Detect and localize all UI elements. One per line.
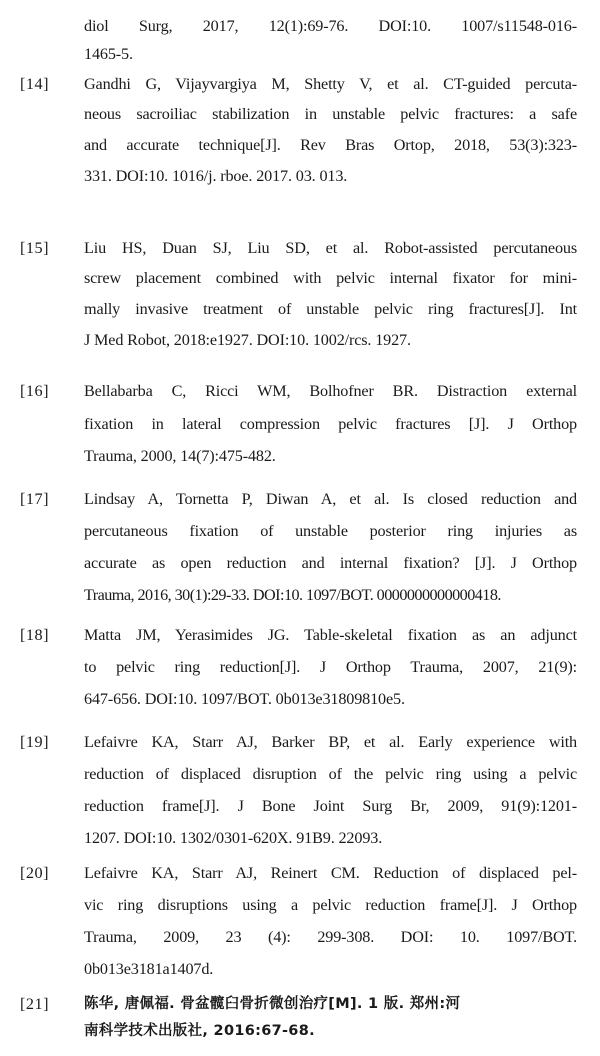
reference-line: Trauma, 2009, 23 (4): 299-308. DOI: 10. 1097/BOT. [84,928,577,946]
reference-line: 0b013e3181a1407d. [84,960,214,978]
reference-line: percutaneous fixation of unstable posterior ring injuries as [84,522,577,540]
reference-line: mally invasive treatment of unstable pelvic ring fractures[J]. Int [84,300,577,318]
reference-number: [20] [20,864,49,882]
reference-line: Bellabarba C, Ricci WM, Bolhofner BR. Distraction external [84,382,577,400]
reference-line: reduction frame[J]. J Bone Joint Surg Br, 2009, 91(9):1201- [84,797,577,815]
reference-line: and accurate technique[J]. Rev Bras Ortop, 2018, 53(3):323- [84,136,577,154]
reference-line: 1465-5. [84,45,133,63]
reference-line: fixation in lateral compression pelvic fractures [J]. J Orthop [84,415,577,433]
reference-line: Lefaivre KA, Starr AJ, Barker BP, et al. Early experience with [84,733,577,751]
reference-line: Matta JM, Yerasimides JG. Table-skeletal fixation as an adjunct [84,626,577,644]
reference-line: screw placement combined with pelvic internal fixator for mini- [84,269,577,287]
reference-line: 331. DOI:10. 1016/j. rboe. 2017. 03. 013. [84,167,348,185]
reference-line: Lindsay A, Tornetta P, Diwan A, et al. Is closed reduction and [84,490,577,508]
reference-line: 陈华, 唐佩福. 骨盆髋臼骨折微创治疗[M]. 1 版. 郑州:河 [84,996,461,1012]
reference-number: [17] [20,490,49,508]
reference-line: 南科学技术出版社, 2016:67-68. [84,1023,315,1039]
reference-line: Liu HS, Duan SJ, Liu SD, et al. Robot-assisted percutaneous [84,239,577,257]
reference-line: Trauma, 2016, 30(1):29-33. DOI:10. 1097/BOT. 0000000000000418. [84,586,501,604]
reference-line: accurate as open reduction and internal fixation? [J]. J Orthop [84,554,577,572]
reference-number: [21] [20,995,49,1013]
reference-line: reduction of displaced disruption of the pelvic ring using a pelvic [84,765,577,783]
reference-line: Trauma, 2000, 14(7):475-482. [84,447,276,465]
reference-line: to pelvic ring reduction[J]. J Orthop Trauma, 2007, 21(9): [84,658,577,676]
reference-line: Lefaivre KA, Starr AJ, Reinert CM. Reduction of displaced pel- [84,864,577,882]
reference-line: J Med Robot, 2018:e1927. DOI:10. 1002/rcs. 1927. [84,331,411,349]
reference-number: [15] [20,239,49,257]
reference-line: vic ring disruptions using a pelvic reduction frame[J]. J Orthop [84,896,577,914]
reference-number: [19] [20,733,49,751]
reference-number: [14] [20,75,49,93]
reference-line: 647-656. DOI:10. 1097/BOT. 0b013e31809810e5. [84,690,405,708]
reference-line: diol Surg, 2017, 12(1):69-76. DOI:10. 1007/s11548-016- [84,17,577,35]
reference-number: [18] [20,626,49,644]
reference-line: Gandhi G, Vijayvargiya M, Shetty V, et al. CT-guided percuta- [84,75,577,93]
reference-line: 1207. DOI:10. 1302/0301-620X. 91B9. 22093. [84,829,383,847]
reference-line: neous sacroiliac stabilization in unstable pelvic fractures: a safe [84,105,577,123]
reference-number: [16] [20,382,49,400]
